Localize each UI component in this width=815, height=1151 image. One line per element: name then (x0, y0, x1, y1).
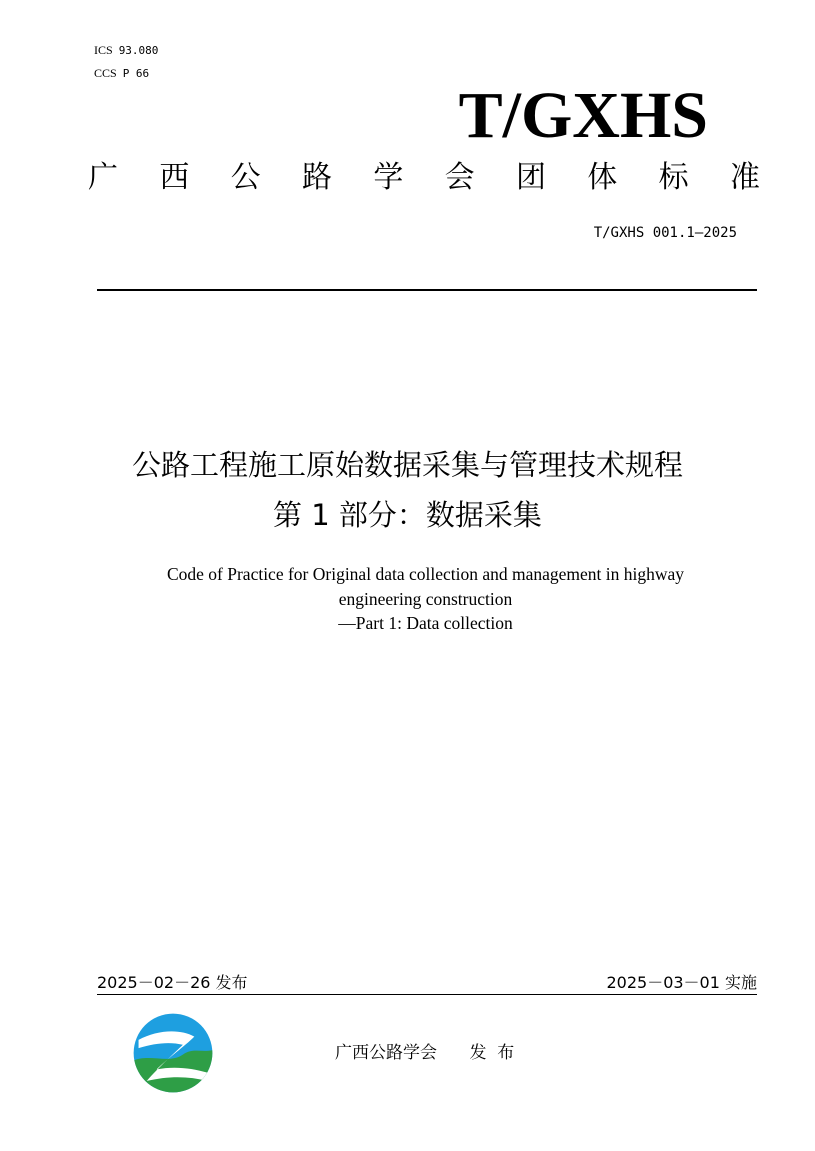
org-title-char: 广 (88, 160, 118, 195)
ics-label: ICS (94, 43, 113, 57)
publisher-action: 发 布 (469, 1043, 515, 1063)
publisher-name: 广西公路学会 (335, 1043, 437, 1063)
issue-date: 2025－02－26 发布 (97, 973, 248, 992)
org-title-char: 学 (373, 160, 404, 195)
org-title-char: 会 (444, 160, 475, 195)
society-logo-icon (132, 1012, 214, 1094)
org-title-char: 体 (587, 160, 618, 195)
ccs-line (94, 62, 158, 85)
org-title-char: 路 (301, 160, 332, 195)
org-title-char: 公 (230, 160, 261, 195)
implementation-date: 2025－03－01 实施 (606, 973, 757, 992)
subtitle-chinese: 第 1 部分：数据采集 (273, 498, 542, 532)
brand-code: T/GXHS (458, 79, 708, 152)
ics-value: 93.080 (118, 44, 159, 57)
ccs-label: CCS (94, 66, 117, 80)
title-english (0, 562, 815, 636)
title-english-line: engineering construction (338, 588, 513, 609)
top-divider (97, 289, 757, 291)
org-standard-title (88, 156, 760, 200)
title-chinese: 公路工程施工原始数据采集与管理技术规程 (131, 448, 683, 482)
publisher (335, 1038, 514, 1063)
org-title-char: 准 (729, 160, 760, 195)
ics-line (94, 39, 158, 62)
org-title-char: 西 (159, 160, 190, 195)
org-title-char: 标 (658, 160, 689, 195)
classification-codes (94, 39, 158, 85)
standard-number: T/GXHS 001.1—2025 (593, 225, 737, 241)
title-english-line: —Part 1: Data collection (338, 613, 513, 633)
title-english-line: Code of Practice for Original data collection and management in highway (166, 564, 685, 584)
org-title-char: 团 (515, 160, 546, 195)
bottom-divider (97, 994, 757, 995)
ccs-value: P 66 (122, 67, 150, 80)
